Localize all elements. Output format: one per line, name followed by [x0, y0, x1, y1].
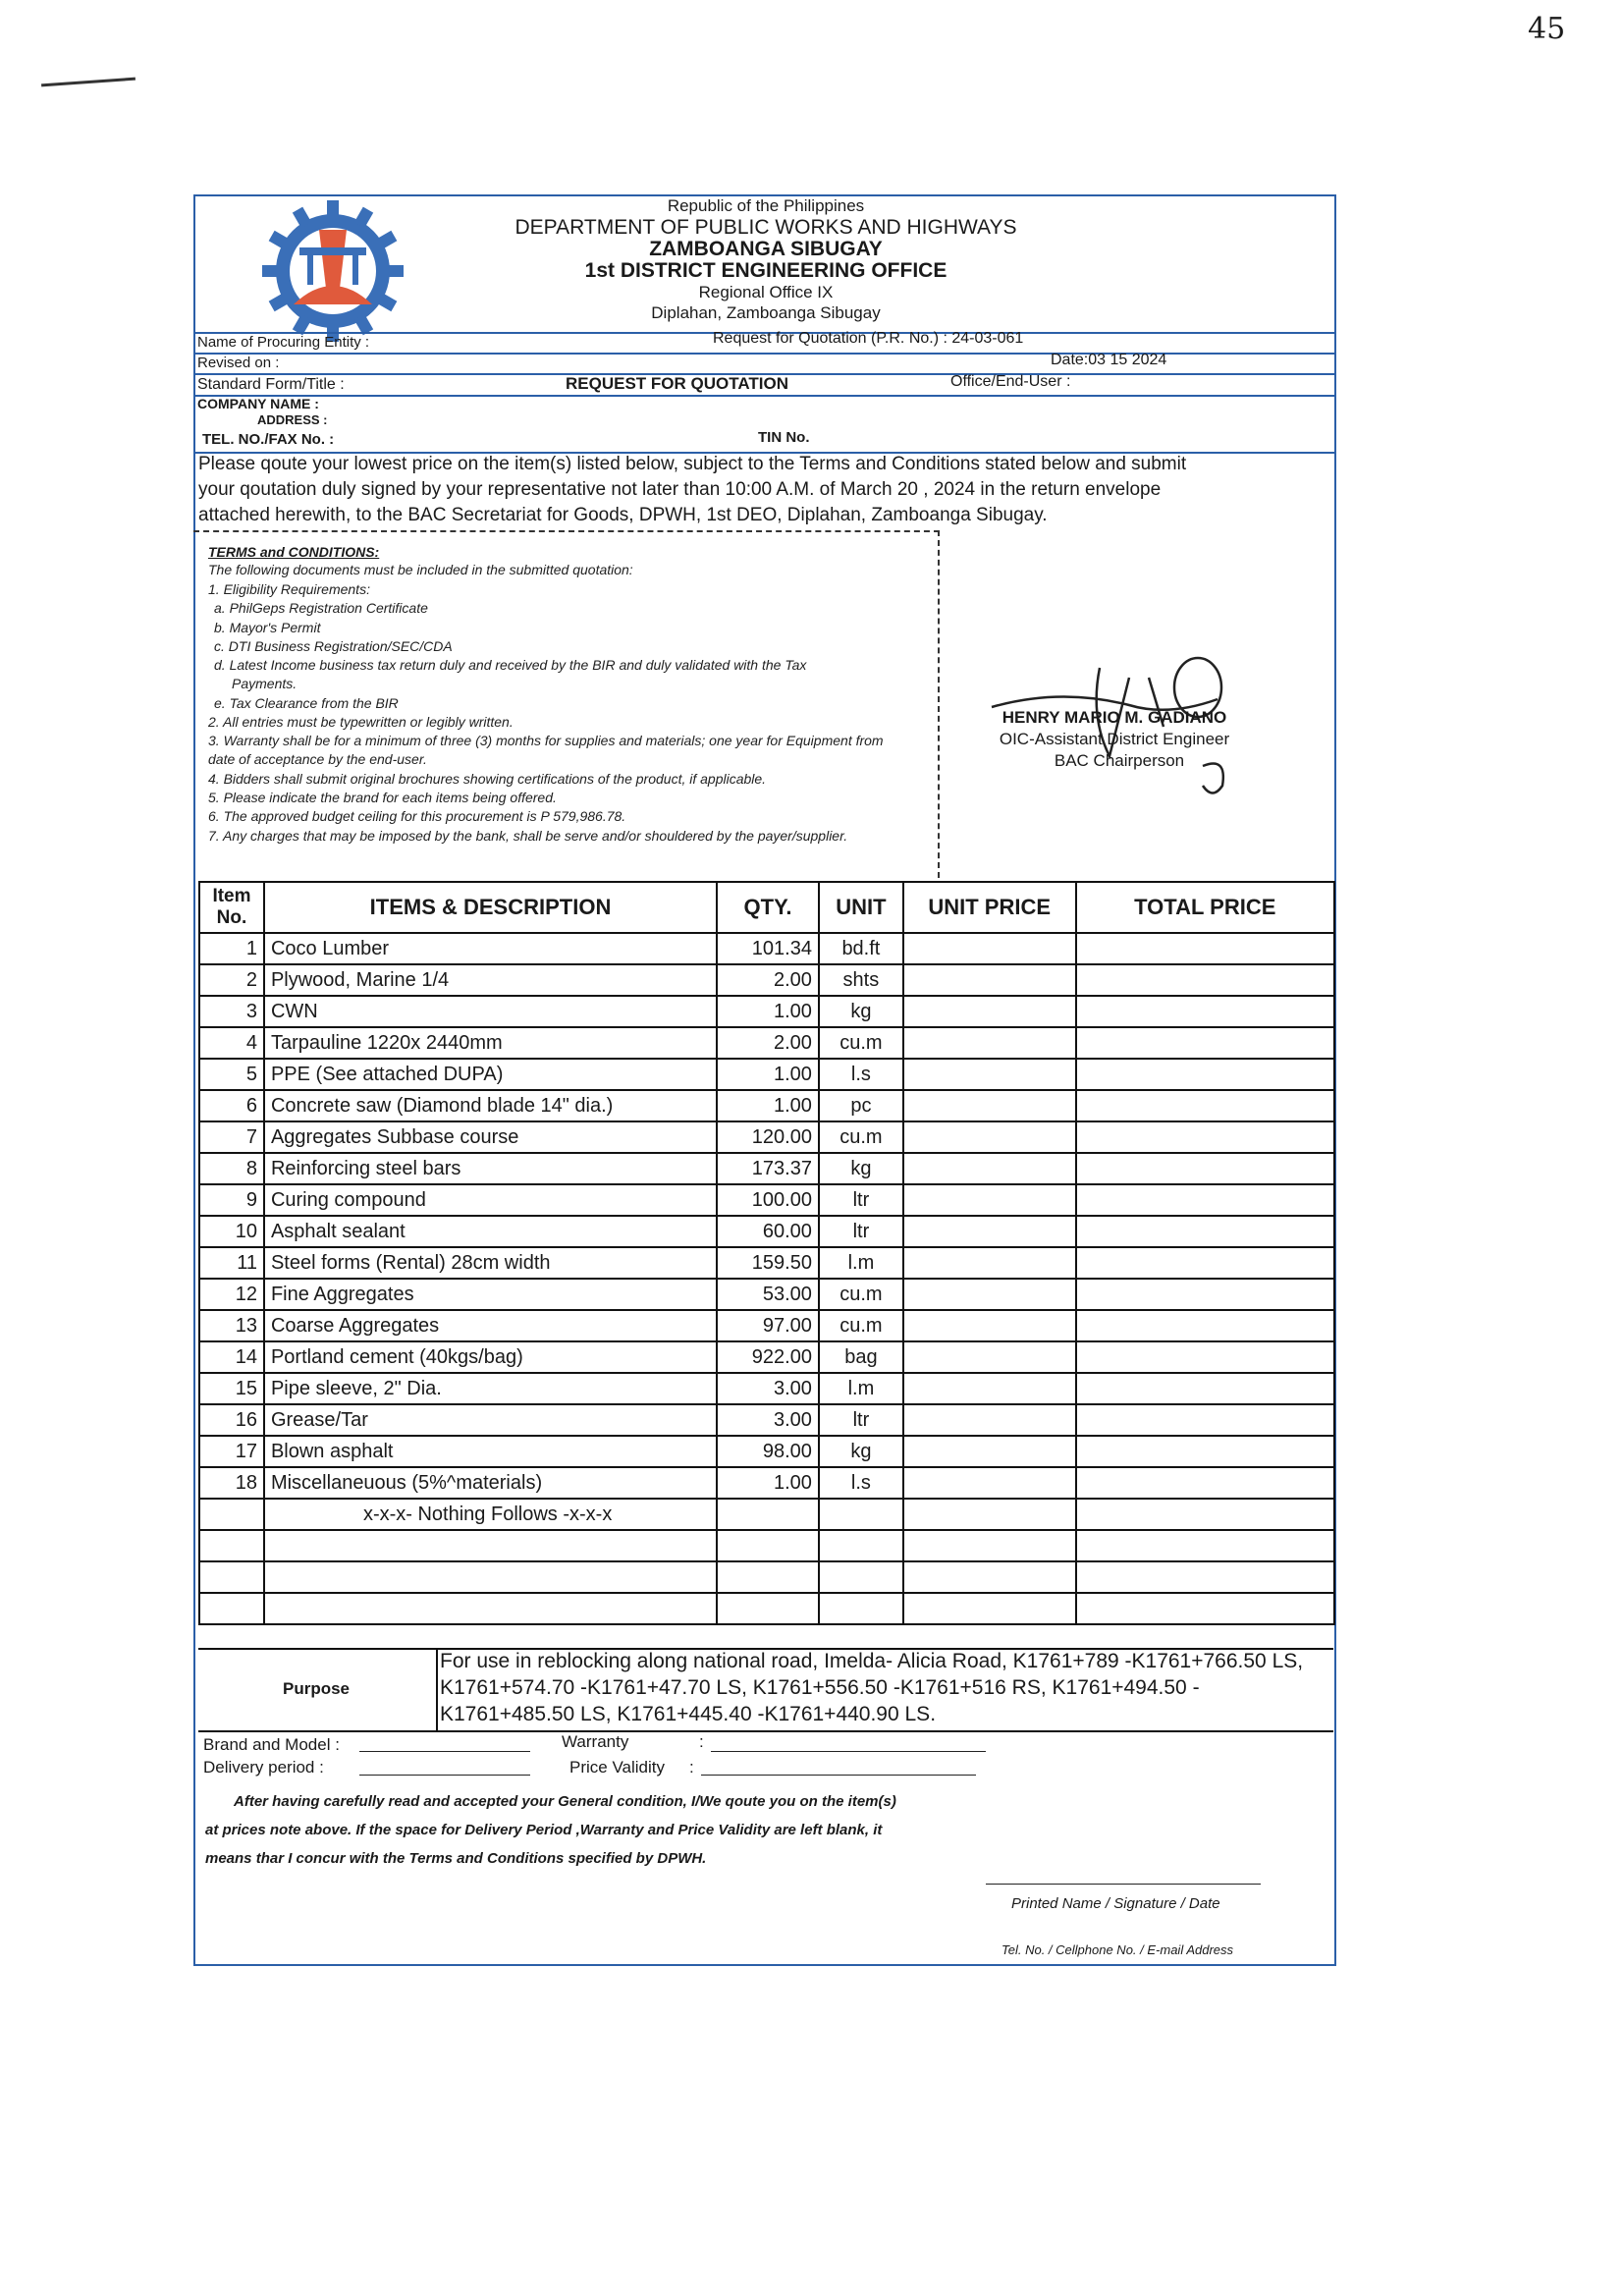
item-qty: 101.34: [717, 933, 819, 964]
terms-line: d. Latest Income business tax return duly and received by the BIR and duly validated with the Tax: [214, 657, 807, 673]
unit-price-cell[interactable]: [903, 1121, 1076, 1153]
unit-price-cell[interactable]: [903, 1153, 1076, 1184]
page-number: 45: [1528, 12, 1566, 46]
table-row: [199, 1341, 1334, 1373]
item-no: 11: [199, 1247, 264, 1279]
purpose-line: K1761+574.70 -K1761+47.70 LS, K1761+556.50 -K1761+516 RS, K1761+494.50 -: [440, 1676, 1200, 1699]
item-description: Coco Lumber: [264, 933, 717, 964]
item-qty: 1.00: [717, 996, 819, 1027]
item-no: 17: [199, 1436, 264, 1467]
acceptance-line: After having carefully read and accepted your General condition, I/We qoute you on the item(s): [234, 1793, 896, 1810]
table-row: [199, 1059, 1334, 1090]
item-description: Blown asphalt: [264, 1436, 717, 1467]
items-table: [198, 881, 1335, 1625]
terms-line: 6. The approved budget ceiling for this procurement is P 579,986.78.: [208, 808, 626, 824]
table-row: [199, 1279, 1334, 1310]
item-qty: 1.00: [717, 1059, 819, 1090]
item-unit: l.m: [819, 1373, 903, 1404]
table-row: [199, 1310, 1334, 1341]
item-qty: 1.00: [717, 1090, 819, 1121]
procuring-entity-label: Name of Procuring Entity :: [197, 334, 370, 351]
item-unit: ltr: [819, 1216, 903, 1247]
terms-line: The following documents must be included in the submitted quotation:: [208, 562, 633, 577]
item-no: 14: [199, 1341, 264, 1373]
tin-label: TIN No.: [758, 429, 810, 446]
item-description: Coarse Aggregates: [264, 1310, 717, 1341]
warranty-colon: :: [699, 1732, 704, 1751]
acceptance-line: means thar I concur with the Terms and Conditions specified by DPWH.: [205, 1850, 707, 1867]
total-price-cell[interactable]: [1076, 1373, 1334, 1404]
purpose-line: K1761+485.50 LS, K1761+445.40 -K1761+440.90 LS.: [440, 1703, 937, 1725]
item-qty: 98.00: [717, 1436, 819, 1467]
pen-stroke: [41, 78, 135, 87]
header-region: Regional Office IX: [698, 283, 834, 301]
terms-line: date of acceptance by the end-user.: [208, 751, 427, 767]
item-qty: 60.00: [717, 1216, 819, 1247]
item-qty: 97.00: [717, 1310, 819, 1341]
item-description: Aggregates Subbase course: [264, 1121, 717, 1153]
terms-line: a. PhilGeps Registration Certificate: [214, 600, 428, 616]
total-price-cell[interactable]: [1076, 1027, 1334, 1059]
item-no: 12: [199, 1279, 264, 1310]
item-no: 16: [199, 1404, 264, 1436]
unit-price-cell[interactable]: [903, 1184, 1076, 1216]
header-province: ZAMBOANGA SIBUGAY: [649, 238, 883, 260]
divider: [193, 395, 1334, 397]
table-row: [199, 1216, 1334, 1247]
instruction-line-2: your qoutation duly signed by your representative not later than 10:00 A.M. of March 20 , 2024 in the return envelope: [198, 479, 1162, 500]
item-description: CWN: [264, 996, 717, 1027]
item-description: Tarpauline 1220x 2440mm: [264, 1027, 717, 1059]
item-no: 9: [199, 1184, 264, 1216]
table-row: [199, 1153, 1334, 1184]
item-unit: l.s: [819, 1467, 903, 1499]
terms-line: 4. Bidders shall submit original brochures showing certifications of the product, if applicable.: [208, 771, 767, 787]
standard-form-label: Standard Form/Title :: [197, 376, 345, 393]
unit-price-cell[interactable]: [903, 1373, 1076, 1404]
table-row: [199, 1027, 1334, 1059]
terms-title: TERMS and CONDITIONS:: [208, 544, 380, 560]
terms-line: c. DTI Business Registration/SEC/CDA: [214, 638, 453, 654]
instruction-line-3: attached herewith, to the BAC Secretariat for Goods, DPWH, 1st DEO, Diplahan, Zamboanga Sibugay.: [198, 505, 1048, 525]
item-unit: l.s: [819, 1059, 903, 1090]
item-unit: kg: [819, 1153, 903, 1184]
header-description: ITEMS & DESCRIPTION: [264, 882, 717, 933]
unit-price-cell[interactable]: [903, 1436, 1076, 1467]
purpose-label: Purpose: [283, 1679, 351, 1698]
item-unit: cu.m: [819, 1027, 903, 1059]
item-description: Fine Aggregates: [264, 1279, 717, 1310]
item-no: 1: [199, 933, 264, 964]
blank-row: [199, 1561, 1334, 1593]
item-unit: shts: [819, 964, 903, 996]
terms-line: 3. Warranty shall be for a minimum of three (3) months for supplies and materials; one year for Equipment from: [208, 733, 884, 748]
address-label: ADDRESS :: [257, 412, 328, 427]
total-price-cell[interactable]: [1076, 1467, 1334, 1499]
dpwh-logo-icon: [260, 198, 406, 344]
item-unit: l.m: [819, 1247, 903, 1279]
item-description: Curing compound: [264, 1184, 717, 1216]
unit-price-cell[interactable]: [903, 1027, 1076, 1059]
total-price-cell[interactable]: [1076, 1341, 1334, 1373]
unit-price-cell[interactable]: [903, 1341, 1076, 1373]
blank-row: [199, 1593, 1334, 1624]
item-unit: bd.ft: [819, 933, 903, 964]
item-description: Grease/Tar: [264, 1404, 717, 1436]
unit-price-cell[interactable]: [903, 1090, 1076, 1121]
unit-price-cell[interactable]: [903, 1247, 1076, 1279]
table-header-row: [199, 882, 1334, 933]
nothing-follows-text: x-x-x- Nothing Follows -x-x-x: [264, 1499, 717, 1530]
item-unit: cu.m: [819, 1121, 903, 1153]
instruction-line-1: Please qoute your lowest price on the item(s) listed below, subject to the Terms and Conditions stated below and submit: [198, 454, 1187, 474]
terms-line: Payments.: [232, 676, 298, 691]
item-qty: 2.00: [717, 964, 819, 996]
terms-line: e. Tax Clearance from the BIR: [214, 695, 399, 711]
price-validity-field[interactable]: [701, 1775, 976, 1776]
signatory-role: BAC Chairperson: [1054, 751, 1185, 770]
brand-field[interactable]: [359, 1751, 530, 1752]
delivery-field[interactable]: [359, 1775, 530, 1776]
item-description: Plywood, Marine 1/4: [264, 964, 717, 996]
brand-label: Brand and Model :: [203, 1735, 340, 1754]
unit-price-cell[interactable]: [903, 1404, 1076, 1436]
terms-line: 2. All entries must be typewritten or legibly written.: [208, 714, 514, 730]
printed-name-caption: Printed Name / Signature / Date: [1011, 1895, 1220, 1912]
table-row: [199, 933, 1334, 964]
office-user-label: Office/End-User :: [950, 373, 1071, 390]
header-office: 1st DISTRICT ENGINEERING OFFICE: [584, 259, 947, 282]
item-qty: 922.00: [717, 1341, 819, 1373]
terms-line: b. Mayor's Permit: [214, 620, 321, 635]
unit-price-cell[interactable]: [903, 1059, 1076, 1090]
total-price-cell[interactable]: [1076, 1279, 1334, 1310]
item-qty: 53.00: [717, 1279, 819, 1310]
date-field: Date:03 15 2024: [1051, 352, 1167, 368]
unit-price-cell[interactable]: [903, 1279, 1076, 1310]
total-price-cell[interactable]: [1076, 1121, 1334, 1153]
blank-row: [199, 1530, 1334, 1561]
item-qty: 3.00: [717, 1404, 819, 1436]
item-no: 10: [199, 1216, 264, 1247]
terms-line: 5. Please indicate the brand for each items being offered.: [208, 790, 557, 805]
company-name-label: COMPANY NAME :: [197, 396, 319, 411]
nothing-follows-row: [199, 1499, 1334, 1530]
item-qty: 100.00: [717, 1184, 819, 1216]
item-qty: 2.00: [717, 1027, 819, 1059]
item-description: Asphalt sealant: [264, 1216, 717, 1247]
header-location: Diplahan, Zamboanga Sibugay: [651, 303, 881, 322]
revised-label: Revised on :: [197, 355, 280, 371]
header-unit: UNIT: [819, 882, 903, 933]
unit-price-cell[interactable]: [903, 1467, 1076, 1499]
delivery-label: Delivery period :: [203, 1758, 324, 1777]
unit-price-cell[interactable]: [903, 964, 1076, 996]
item-description: Reinforcing steel bars: [264, 1153, 717, 1184]
table-row: [199, 964, 1334, 996]
item-description: Portland cement (40kgs/bag): [264, 1341, 717, 1373]
table-row: [199, 996, 1334, 1027]
item-no: 7: [199, 1121, 264, 1153]
item-unit: kg: [819, 996, 903, 1027]
item-description: PPE (See attached DUPA): [264, 1059, 717, 1090]
item-unit: bag: [819, 1341, 903, 1373]
price-validity-label: Price Validity: [569, 1758, 665, 1777]
rfq-number: Request for Quotation (P.R. No.) : 24-03-061: [713, 330, 1024, 347]
total-price-cell[interactable]: [1076, 1404, 1334, 1436]
item-qty: 159.50: [717, 1247, 819, 1279]
unit-price-cell[interactable]: [903, 996, 1076, 1027]
item-no: 13: [199, 1310, 264, 1341]
tel-fax-label: TEL. NO./FAX No. :: [202, 431, 335, 448]
table-row: [199, 1184, 1334, 1216]
item-description: Concrete saw (Diamond blade 14" dia.): [264, 1090, 717, 1121]
item-unit: pc: [819, 1090, 903, 1121]
signatory-name: HENRY MARIO M. GADIANO: [1001, 708, 1227, 727]
table-row: [199, 1373, 1334, 1404]
total-price-cell[interactable]: [1076, 1153, 1334, 1184]
total-price-cell[interactable]: [1076, 1059, 1334, 1090]
total-price-cell[interactable]: [1076, 1436, 1334, 1467]
header-department: DEPARTMENT OF PUBLIC WORKS AND HIGHWAYS: [514, 216, 1017, 239]
item-unit: cu.m: [819, 1279, 903, 1310]
table-row: [199, 1090, 1334, 1121]
unit-price-cell[interactable]: [903, 1310, 1076, 1341]
item-description: Miscellaneuous (5%^materials): [264, 1467, 717, 1499]
header-unit-price: UNIT PRICE: [903, 882, 1076, 933]
item-no: 4: [199, 1027, 264, 1059]
form-title: REQUEST FOR QUOTATION: [566, 374, 788, 393]
warranty-label: Warranty: [562, 1732, 629, 1751]
table-row: [199, 1121, 1334, 1153]
total-price-cell[interactable]: [1076, 964, 1334, 996]
price-validity-colon: :: [689, 1758, 694, 1777]
total-price-cell[interactable]: [1076, 1090, 1334, 1121]
table-row: [199, 1247, 1334, 1279]
header-republic: Republic of the Philippines: [667, 196, 865, 215]
table-row: [199, 1404, 1334, 1436]
item-qty: 1.00: [717, 1467, 819, 1499]
item-no: 15: [199, 1373, 264, 1404]
item-description: Steel forms (Rental) 28cm width: [264, 1247, 717, 1279]
warranty-field[interactable]: [711, 1751, 986, 1752]
tel-caption: Tel. No. / Cellphone No. / E-mail Address: [1001, 1942, 1234, 1957]
item-unit: ltr: [819, 1184, 903, 1216]
total-price-cell[interactable]: [1076, 1247, 1334, 1279]
divider: [436, 1648, 438, 1730]
signatory-title: OIC-Assistant District Engineer: [999, 730, 1230, 748]
item-unit: kg: [819, 1436, 903, 1467]
terms-line: 7. Any charges that may be imposed by the bank, shall be serve and/or shouldered by the payer/supplier.: [208, 828, 848, 844]
item-no: 8: [199, 1153, 264, 1184]
item-unit: cu.m: [819, 1310, 903, 1341]
purpose-line: For use in reblocking along national road, Imelda- Alicia Road, K1761+789 -K1761+766.50 LS,: [440, 1650, 1304, 1672]
item-qty: 120.00: [717, 1121, 819, 1153]
item-description: Pipe sleeve, 2" Dia.: [264, 1373, 717, 1404]
unit-price-cell[interactable]: [903, 933, 1076, 964]
table-row: [199, 1467, 1334, 1499]
acceptance-line: at prices note above. If the space for Delivery Period ,Warranty and Price Validity are left blank, it: [205, 1822, 883, 1838]
total-price-cell[interactable]: [1076, 996, 1334, 1027]
header-item-no: Item No.: [199, 882, 264, 933]
total-price-cell[interactable]: [1076, 1184, 1334, 1216]
table-row: [199, 1436, 1334, 1467]
item-no: 2: [199, 964, 264, 996]
unit-price-cell[interactable]: [903, 1216, 1076, 1247]
item-no: 3: [199, 996, 264, 1027]
signature-line[interactable]: [986, 1884, 1261, 1885]
item-no: 6: [199, 1090, 264, 1121]
total-price-cell[interactable]: [1076, 933, 1334, 964]
header-qty: QTY.: [717, 882, 819, 933]
item-unit: ltr: [819, 1404, 903, 1436]
item-no: 18: [199, 1467, 264, 1499]
total-price-cell[interactable]: [1076, 1310, 1334, 1341]
item-qty: 3.00: [717, 1373, 819, 1404]
terms-line: 1. Eligibility Requirements:: [208, 581, 370, 597]
item-qty: 173.37: [717, 1153, 819, 1184]
header-total-price: TOTAL PRICE: [1076, 882, 1334, 933]
item-no: 5: [199, 1059, 264, 1090]
total-price-cell[interactable]: [1076, 1216, 1334, 1247]
